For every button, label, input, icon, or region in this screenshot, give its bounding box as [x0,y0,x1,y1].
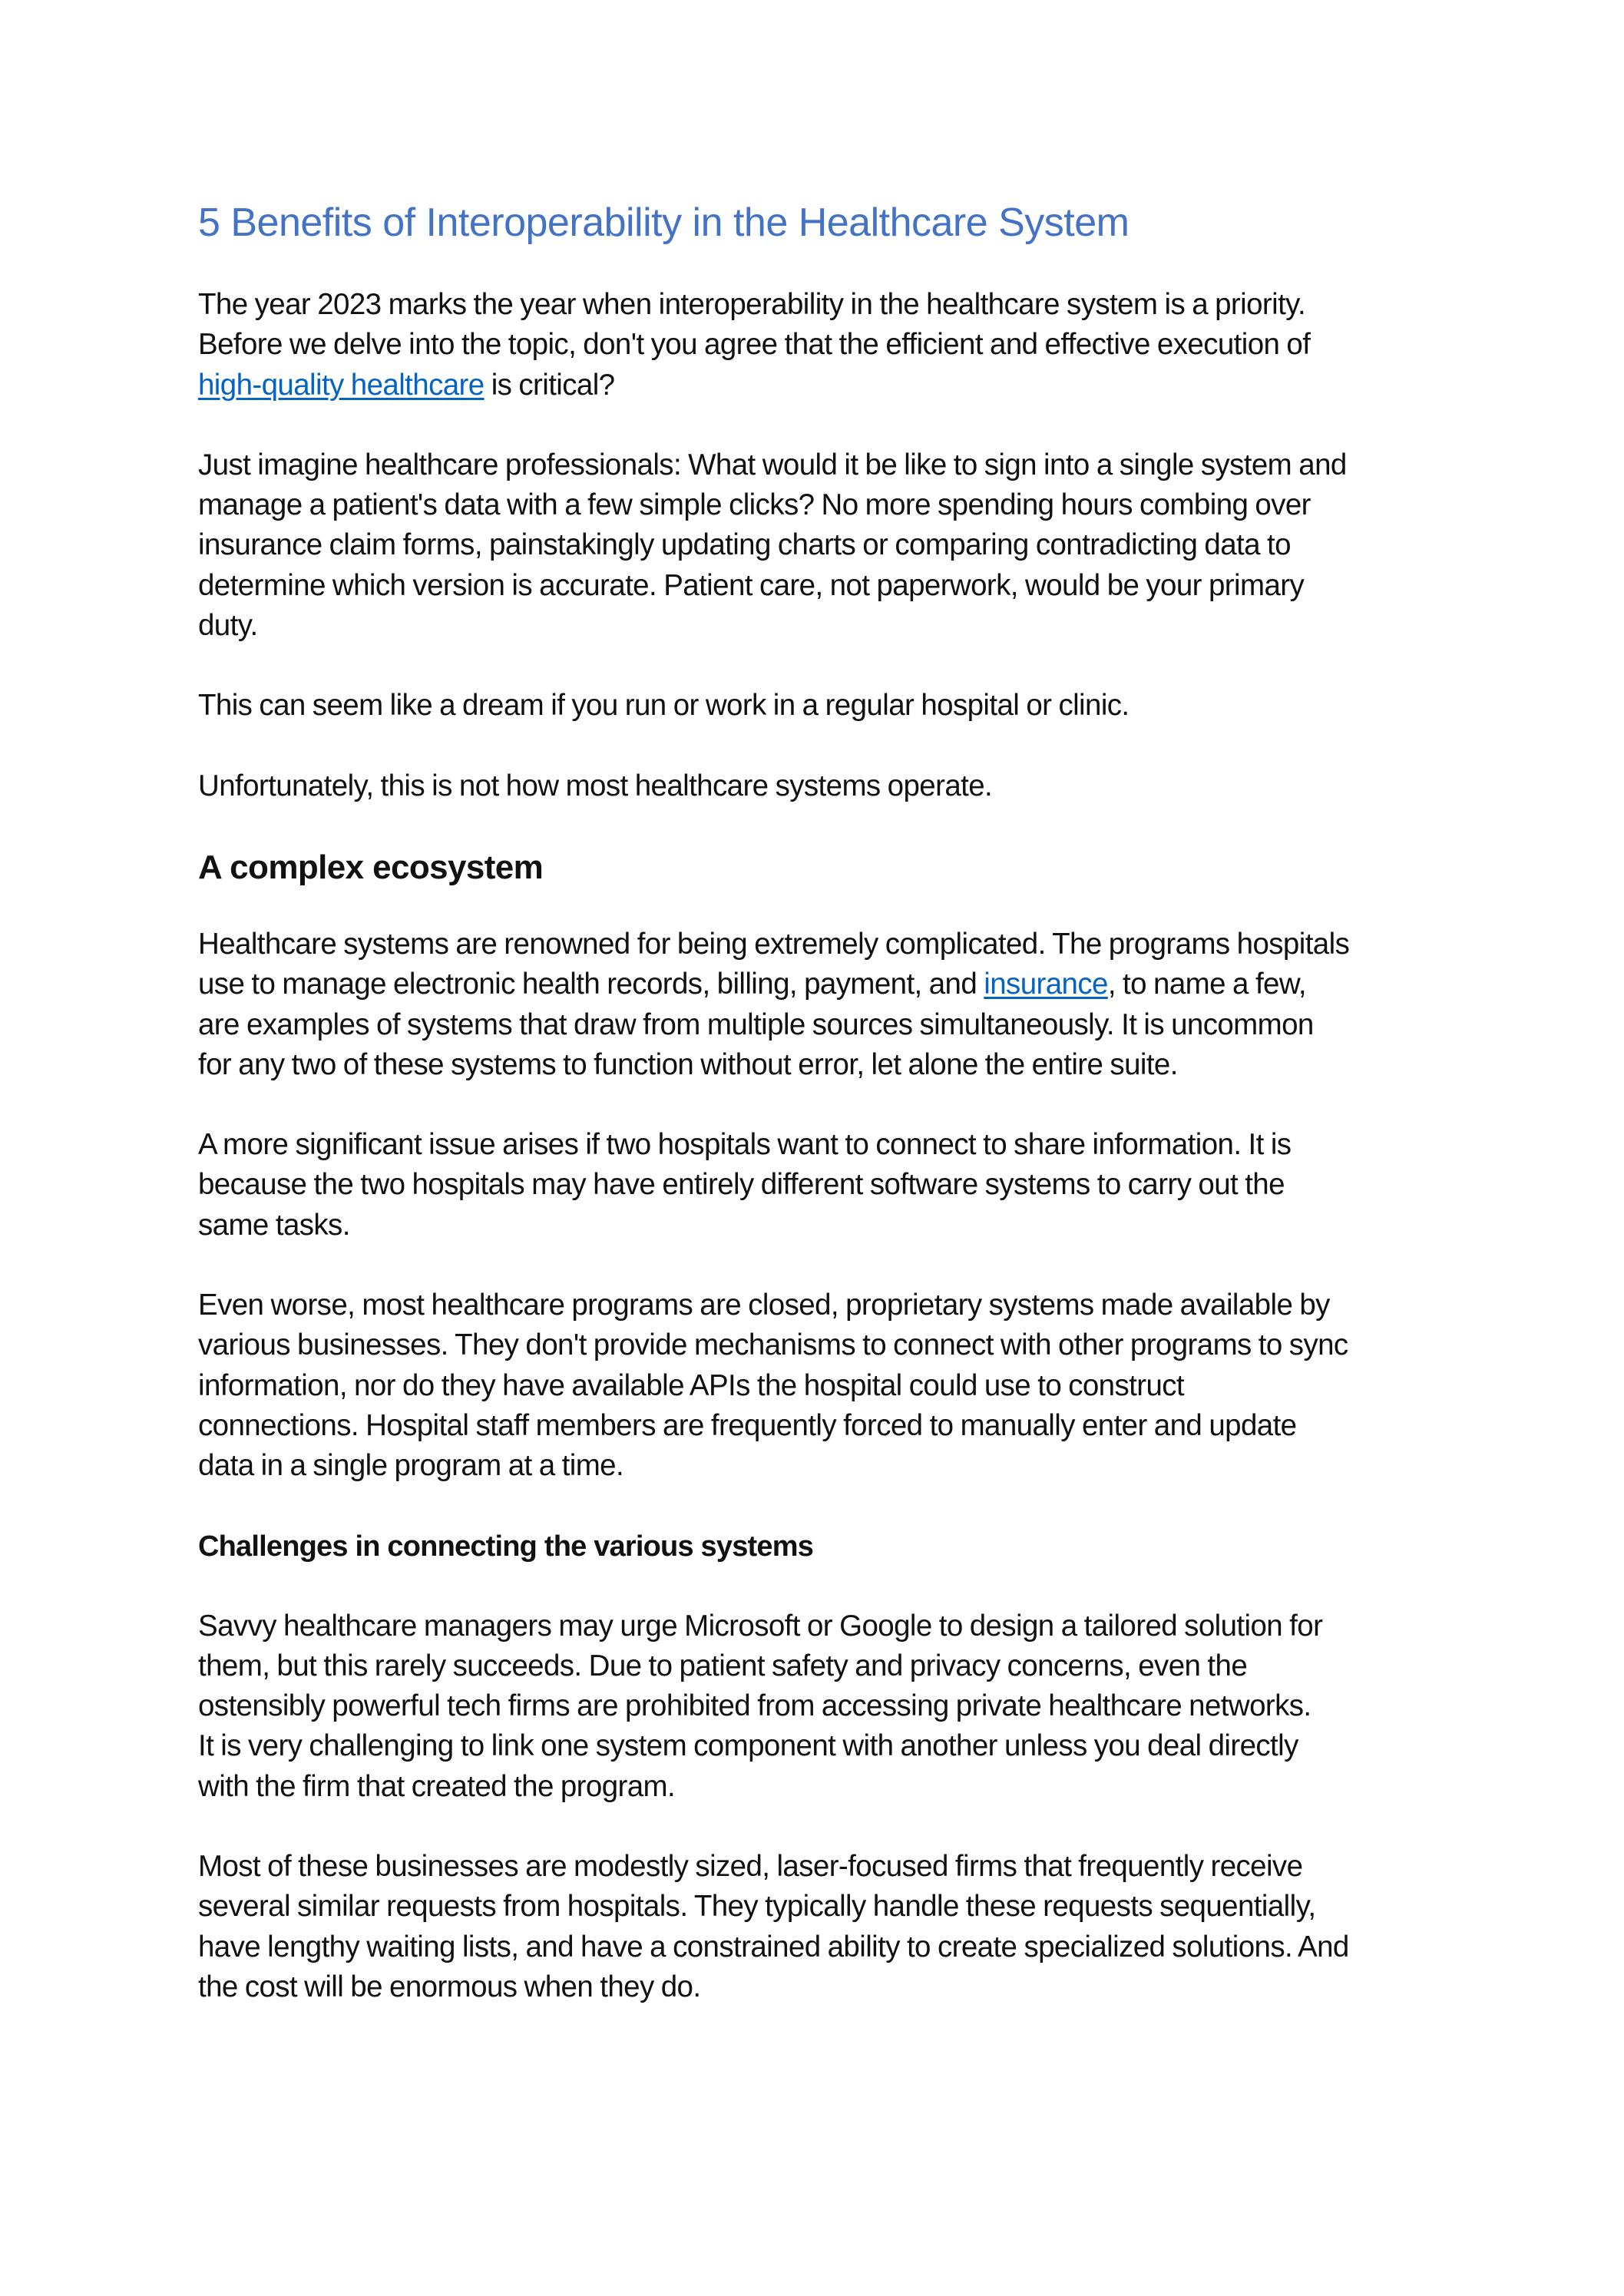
section-heading-challenges: Challenges in connecting the various systems [198,1530,814,1563]
text-fragment: , to name a few, [1107,968,1307,1001]
section-heading-complex-ecosystem: A complex ecosystem [198,848,544,886]
text-line: Healthcare systems are renowned for being extremely complicated. The programs hospitals [198,927,1350,961]
text-line: connections. Hospital staff members are frequently forced to manually enter and update [198,1408,1297,1442]
text-line: The year 2023 marks the year when interoperability in the healthcare system is a priority. [198,288,1306,321]
spacer [198,1807,1442,1847]
text-line: ostensibly powerful tech firms are prohibited from accessing private healthcare networks. [198,1689,1311,1723]
text-line: duty. [198,609,258,643]
text-line: same tasks. [198,1208,350,1242]
text-line: Just imagine healthcare professionals: What would it be like to sign into a single system and [198,448,1347,481]
document-page [198,196,1442,2007]
link-high-quality-healthcare[interactable]: high-quality healthcare [198,368,485,402]
text-line: the cost will be enormous when they do. [198,1970,701,2003]
text-line: This can seem like a dream if you run or work in a regular hospital or clinic. [198,689,1130,723]
paragraph-complicated-systems [198,925,1442,1085]
paragraph-significant-issue [198,1125,1442,1246]
spacer [198,1567,1442,1606]
text-line: A more significant issue arises if two hospitals want to connect to share information. It is [198,1128,1292,1162]
spacer [198,891,1442,925]
intro-paragraph [198,285,1442,405]
text-line: Most of these businesses are modestly sized, laser-focused firms that frequently receive [198,1850,1303,1884]
text-line [198,366,1442,405]
paragraph-unfortunately [198,766,1442,806]
text-line: information, nor do they have available APIs the hospital could use to construct [198,1368,1185,1402]
text-line: them, but this rarely succeeds. Due to patient safety and privacy concerns, even the [198,1649,1248,1682]
text-line: are examples of systems that draw from multiple sources simultaneously. It is uncommon [198,1007,1314,1041]
paragraph-imagine [198,445,1442,646]
text-line: because the two hospitals may have entirely different software systems to carry out the [198,1168,1285,1202]
paragraph-even-worse [198,1285,1442,1486]
text-line: insurance claim forms, painstakingly updating charts or comparing contradicting data to [198,528,1291,562]
text-line: for any two of these systems to function without error, let alone the entire suite. [198,1047,1178,1081]
text-line: It is very challenging to link one system component with another unless you deal directly [198,1729,1298,1763]
text-line: Even worse, most healthcare programs are closed, proprietary systems made available by [198,1289,1330,1322]
text-line: Savvy healthcare managers may urge Microsoft or Google to design a tailored solution for [198,1609,1323,1643]
spacer [198,806,1442,845]
link-insurance[interactable]: insurance [984,968,1108,1001]
spacer [198,1487,1442,1527]
paragraph-dream [198,686,1442,726]
spacer [198,1246,1442,1285]
text-line: with the firm that created the program. [198,1769,676,1803]
text-line: have lengthy waiting lists, and have a constrained ability to create specialized solutions. And [198,1930,1349,1964]
text-line: various businesses. They don't provide mechanisms to connect with other programs to sync [198,1328,1348,1362]
text-line: data in a single program at a time. [198,1449,624,1483]
document-title: 5 Benefits of Interoperability in the Healthcare System [198,200,1130,245]
text-line: Before we delve into the topic, don't you agree that the efficient and effective execution of [198,328,1311,362]
text-line: manage a patient's data with a few simple clicks? No more spending hours combing over [198,488,1311,522]
spacer [198,1085,1442,1125]
paragraph-businesses [198,1847,1442,2007]
spacer [198,250,1442,285]
spacer [198,646,1442,686]
spacer [198,726,1442,766]
text-fragment: is critical? [484,368,615,402]
text-line: determine which version is accurate. Patient care, not paperwork, would be your primary [198,568,1305,602]
text-line: Unfortunately, this is not how most healthcare systems operate. [198,769,993,802]
text-line [198,964,1442,1004]
spacer [198,405,1442,445]
paragraph-savvy-managers [198,1606,1442,1807]
text-fragment: use to manage electronic health records, billing, payment, and [198,968,984,1001]
text-line: several similar requests from hospitals. They typically handle these requests sequentially, [198,1890,1316,1924]
